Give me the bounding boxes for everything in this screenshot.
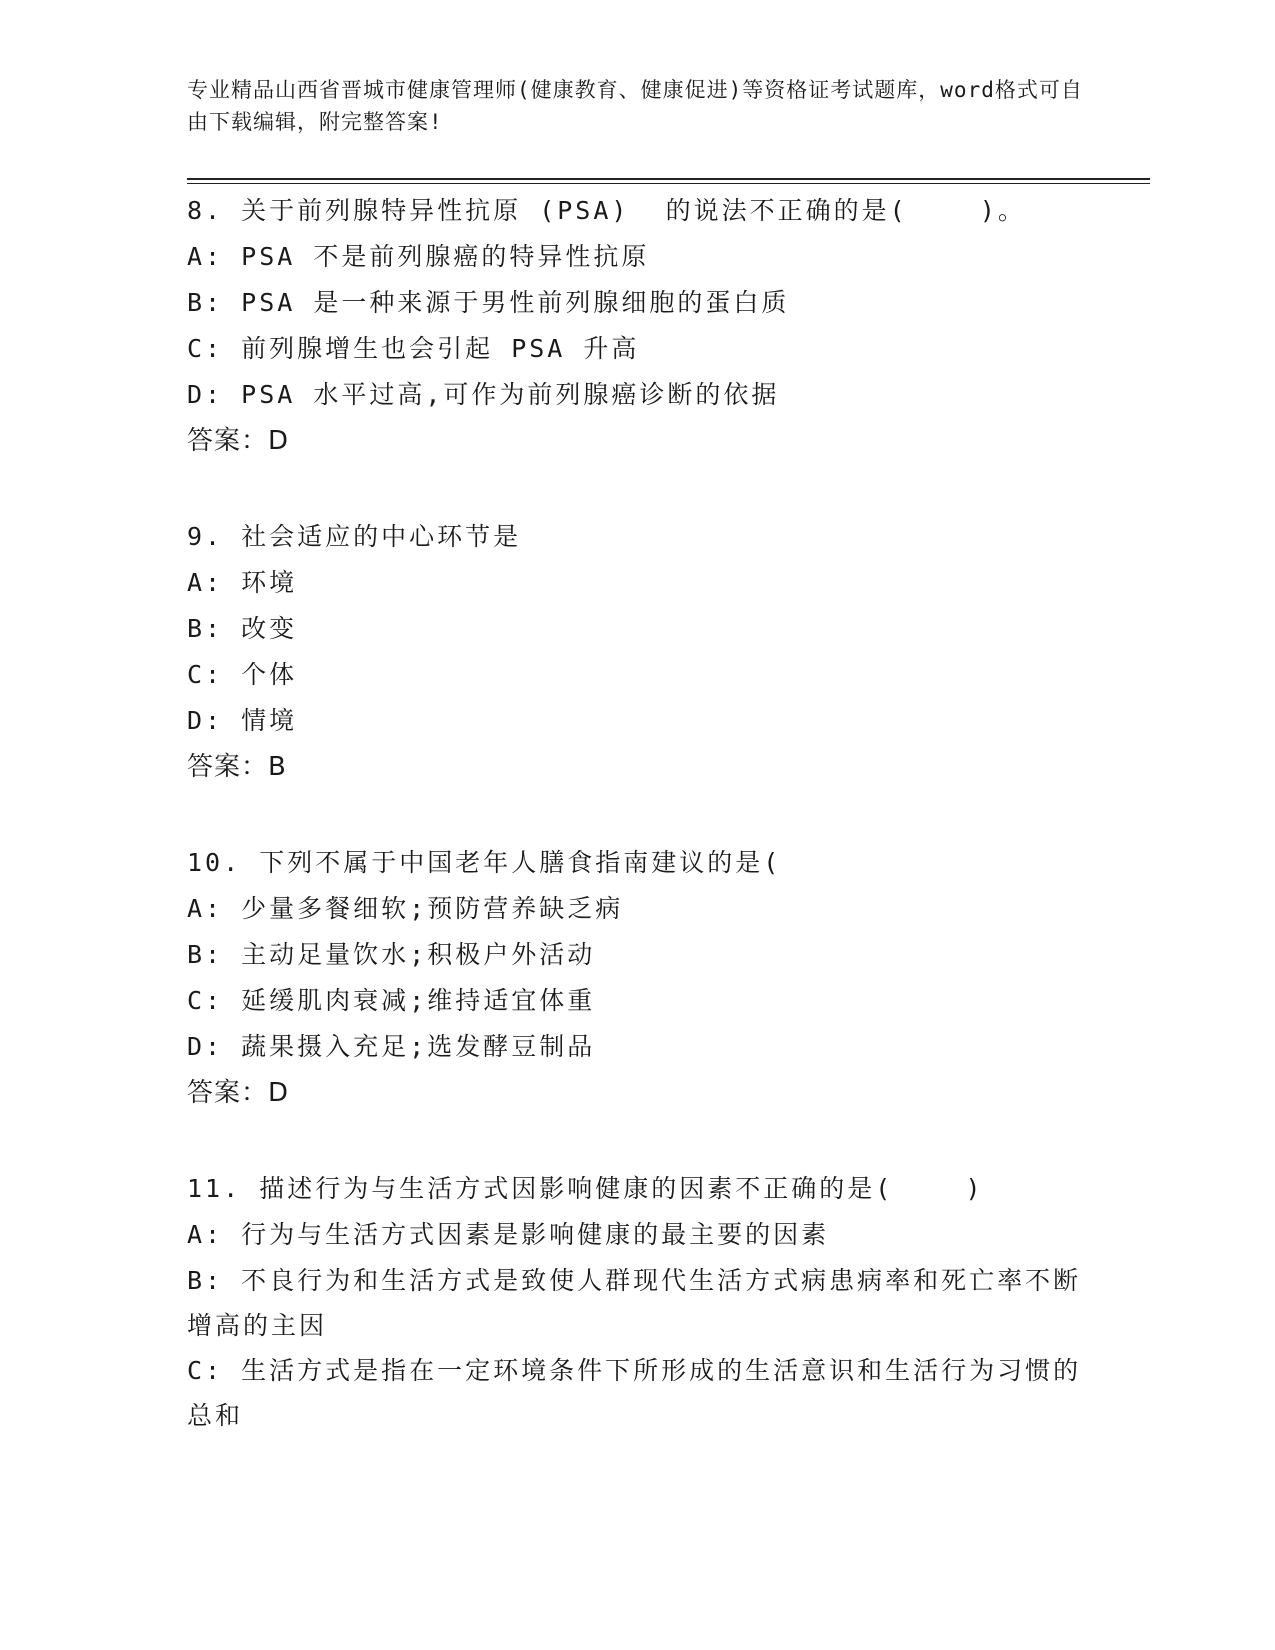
option-c: C: 前列腺增生也会引起 PSA 升高: [187, 334, 640, 363]
question-11: [187, 1166, 1087, 1438]
question-list: [187, 188, 1087, 1488]
option-c: C: 延缓肌肉衰减;维持适宜体重: [187, 986, 596, 1015]
answer: 答案：B: [187, 752, 287, 782]
question-9: [187, 514, 1087, 790]
option-a: A: 行为与生活方式因素是影响健康的最主要的因素: [187, 1220, 830, 1249]
option-d: D: 情境: [187, 706, 298, 735]
question-8: [187, 188, 1087, 464]
option-b: B: PSA 是一种来源于男性前列腺细胞的蛋白质: [187, 288, 790, 317]
option-b: B: 改变: [187, 614, 298, 643]
question-10: [187, 840, 1087, 1116]
option-c: C: 生活方式是指在一定环境条件下所形成的生活意识和生活行为习惯的总和: [187, 1356, 1082, 1430]
answer: 答案：D: [187, 1078, 290, 1108]
document-header: 专业精品山西省晋城市健康管理师(健康教育、健康促进)等资格证考试题库，word格式可自由下载编辑，附完整答案!: [187, 78, 1083, 134]
option-b: B: 不良行为和生活方式是致使人群现代生活方式病患病率和死亡率不断增高的主因: [187, 1266, 1082, 1340]
option-b: B: 主动足量饮水;积极户外活动: [187, 940, 596, 969]
option-a: A: 少量多餐细软;预防营养缺乏病: [187, 894, 624, 923]
option-c: C: 个体: [187, 660, 298, 689]
option-a: A: PSA 不是前列腺癌的特异性抗原: [187, 242, 650, 271]
header-divider-thick: [187, 178, 1150, 180]
question-stem: 11. 描述行为与生活方式因影响健康的因素不正确的是( ): [187, 1174, 984, 1203]
option-d: D: 蔬果摄入充足;选发酵豆制品: [187, 1032, 596, 1061]
question-stem: 8. 关于前列腺特异性抗原 (PSA) 的说法不正确的是( )。: [187, 196, 1026, 225]
option-d: D: PSA 水平过高,可作为前列腺癌诊断的依据: [187, 380, 780, 409]
option-a: A: 环境: [187, 568, 298, 597]
question-stem: 10. 下列不属于中国老年人膳食指南建议的是(: [187, 848, 782, 877]
header-divider-thin: [187, 183, 1150, 184]
question-stem: 9. 社会适应的中心环节是: [187, 522, 522, 551]
answer: 答案：D: [187, 426, 290, 456]
